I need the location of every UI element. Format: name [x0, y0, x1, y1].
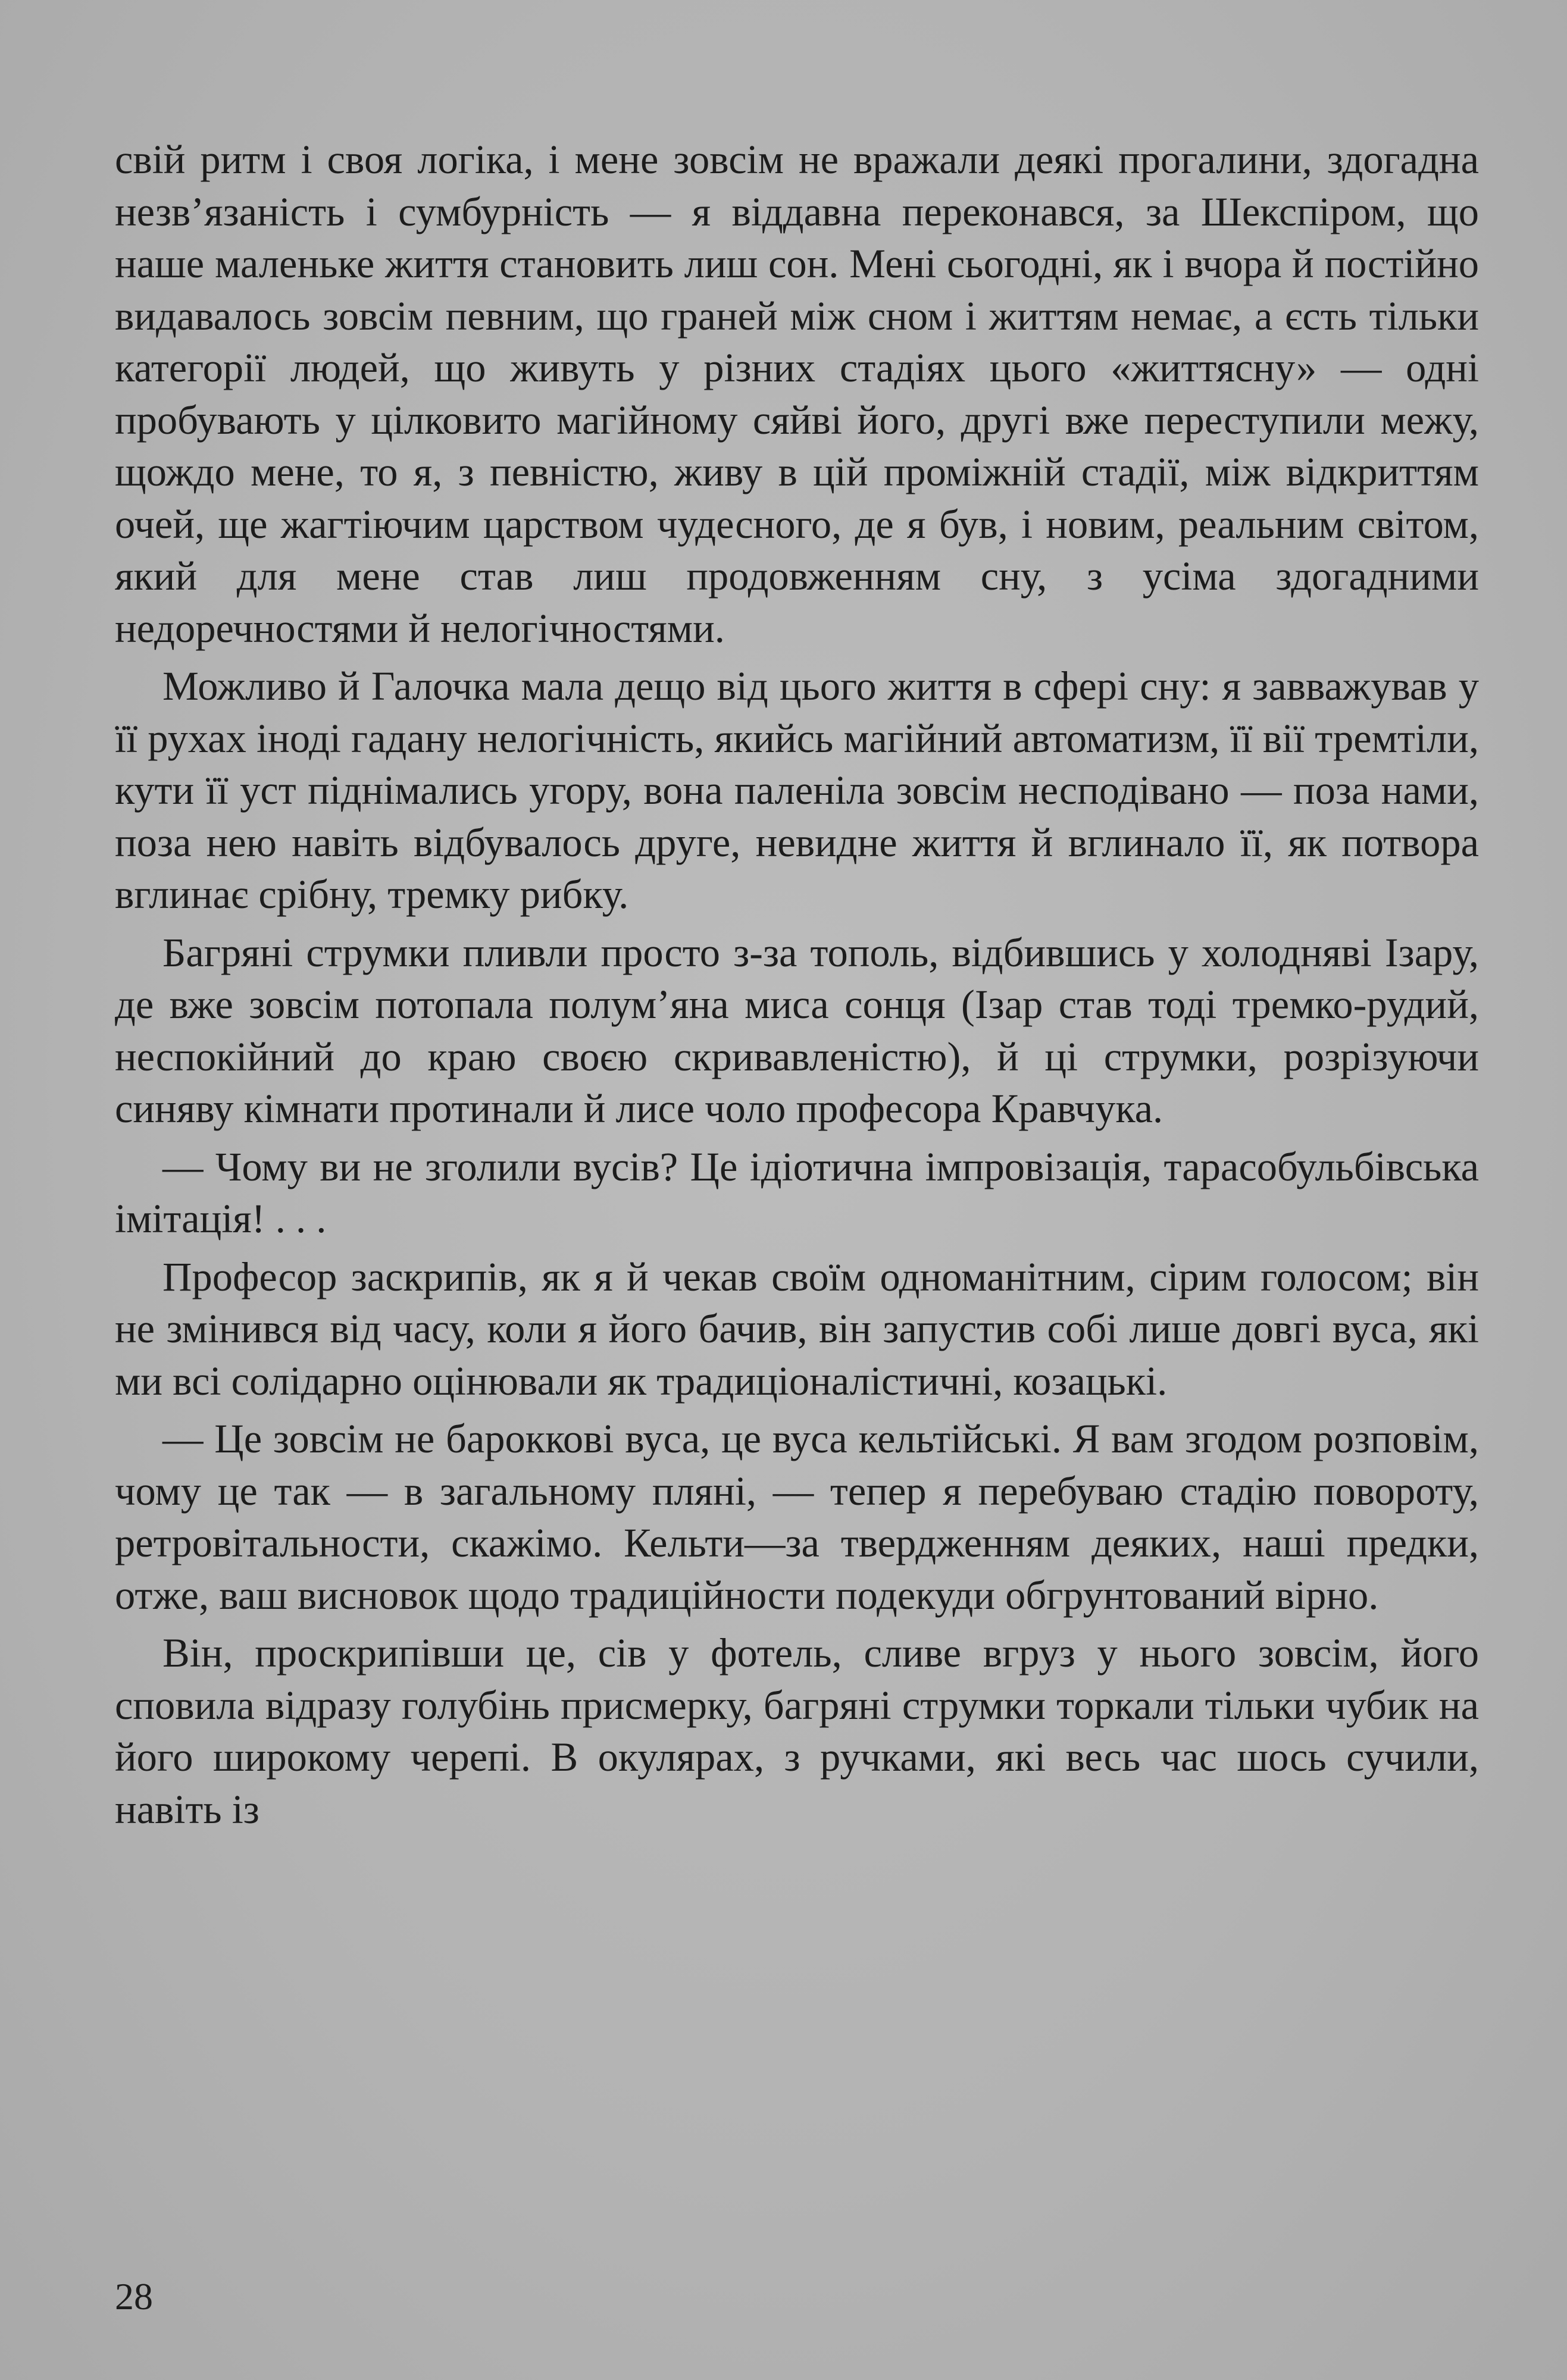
paragraph-halochka: Можливо й Галочка мала дещо від цього життя в сфері сну: я завважував у її рухах іноді гадану нелогічність, якийсь магійний автоматизм, її вії тремтіли, кути її уст піднімались угору, вона паленіла зовсім несподівано — поза нами, поза нею навіть відбувалось друге, невидне життя й вглинало її, як потвора вглинає срібну, тремку рибку.: [115, 663, 1479, 917]
page-number: 28: [115, 2275, 153, 2318]
body-text: [115, 134, 1479, 1836]
paragraph-professor-creaked: Професор заскрипів, як я й чекав своїм одноманітним, сірим голосом; він не змінився від часу, коли я його бачив, він запустив собі лише довгі вуса, які ми всі солідарно оцінювали як традиціоналістичні, козацькі.: [115, 1254, 1479, 1404]
paragraph-dialogue-moustache: — Чому ви не зголили вусів? Це ідіотична імпровізація, тарасобульбівська імітація! . . .: [115, 1144, 1479, 1241]
paragraph-crimson-streams: Багряні струмки пливли просто з-за тополь, відбившись у холодняві Ізару, де вже зовсім потопала полум’яна миса сонця (Ізар став тоді тремко-рудий, неспокійний до краю своєю скривавленістю), й ці струмки, розрізуючи синяву кімнати протинали й лисе чоло професора Кравчука.: [115, 929, 1479, 1131]
paragraph-continuation: свій ритм і своя логіка, і мене зовсім не вражали деякі прогалини, здогадна незв’язаність і сумбурність — я віддавна переконався, за Шекспіром, що наше маленьке життя становить лиш сон. Мені сьогодні, як і вчора й постійно видавалось зовсім певним, що граней між сном і життям немає, а єсть тільки категорії людей, що живуть у різних стадіях цього «життясну» — одні пробувають у цілковито магійному сяйві його, другі вже переступили межу, щождо мене, то я, з певністю, живу в цій проміжній стадії, між відкриттям очей, ще жагтіючим царством чудесного, де я був, і новим, реальним світом, який для мене став лиш продовженням сну, з усіма здогадними недоречностями й нелогічностями.: [115, 137, 1479, 651]
paragraph-celtic-moustache: — Це зовсім не бароккові вуса, це вуса кельтійські. Я вам згодом розповім, чому це так — в загальному пляні, — тепер я перебуваю стадію повороту, ретровітальности, скажімо. Кельти—за твердженням деяких, наші предки, отже, ваш висновок щодо традиційности подекуди обгрунтований вірно.: [115, 1416, 1479, 1618]
paragraph-armchair: Він, проскрипівши це, сів у фотель, сливе вгруз у нього зовсім, його сповила відразу голубінь присмерку, багряні струмки торкали тільки чубик на його широкому черепі. В окулярах, з ручками, які весь час шось сучили, навіть із: [115, 1630, 1479, 1832]
